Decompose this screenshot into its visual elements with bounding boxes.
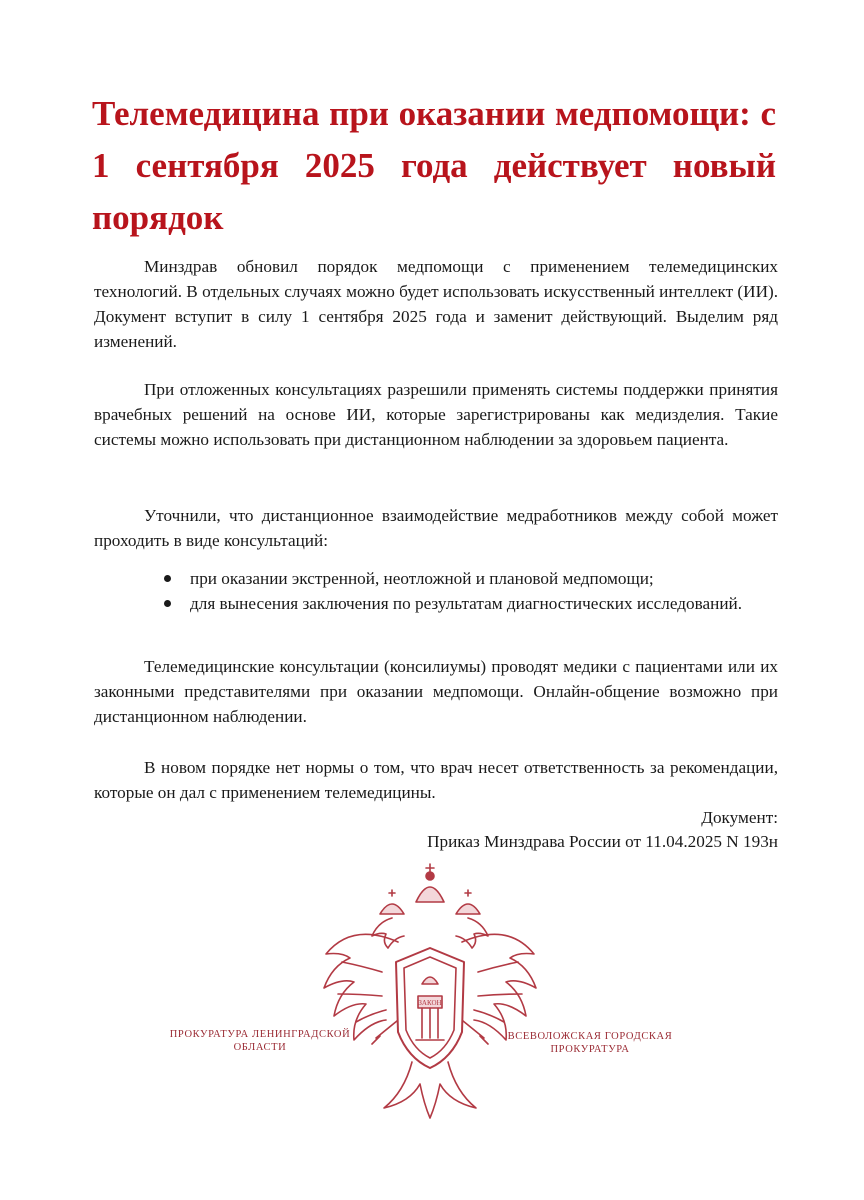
double-headed-eagle-icon: [312, 862, 548, 1122]
document-reference: Приказ Минздрава России от 11.04.2025 N 193н: [427, 832, 778, 851]
shield-text: ЗАКОН: [418, 999, 442, 1007]
prosecutor-emblem: [312, 862, 548, 1122]
list-item-text: для вынесения заключения по результатам диагностических исследований.: [190, 594, 743, 613]
bullet-list: [94, 566, 778, 616]
paragraph-responsibility: В новом порядке нет нормы о том, что врач несет ответственность за рекомендации, которые он дал с применением телемедицины.: [94, 758, 778, 802]
list-item: [94, 566, 778, 591]
bullet-icon: [164, 575, 171, 582]
paragraph-intro: Минздрав обновил порядок медпомощи с применением телемедицинских технологий. В отдельных случаях можно будет использовать искусственный интеллект (ИИ). Документ вступит в силу 1 сентября 2025 года и заменит действующий. Выделим ряд изменений.: [94, 257, 778, 351]
list-item: [94, 591, 778, 616]
document-label: Документ:: [701, 808, 778, 827]
paragraph-consiliums: Телемедицинские консультации (консилиумы) проводят медики с пациентами или их законными представителями при оказании медпомощи. Онлайн-общение возможно при дистанционном наблюдении.: [94, 657, 778, 726]
paragraph-consultations: Уточнили, что дистанционное взаимодействие медработников между собой может проходить в виде консультаций:: [94, 506, 778, 550]
org-caption-left: ПРОКУРАТУРА ЛЕНИНГРАДСКОЙ ОБЛАСТИ: [169, 1029, 351, 1053]
page-title: Телемедицина при оказании медпомощи: с 1 сентября 2025 года действует новый порядок: [92, 94, 776, 237]
list-item-text: при оказании экстренной, неотложной и плановой медпомощи;: [190, 569, 654, 588]
bullet-icon: [164, 600, 171, 607]
org-caption-right: ВСЕВОЛОЖСКАЯ ГОРОДСКАЯ ПРОКУРАТУРА: [507, 1031, 673, 1055]
paragraph-ai-systems: При отложенных консультациях разрешили применять системы поддержки принятия врачебных решений на основе ИИ, которые зарегистрированы как медизделия. Такие системы можно использовать при дистанционном наблюдении за здоровьем пациента.: [94, 380, 778, 449]
